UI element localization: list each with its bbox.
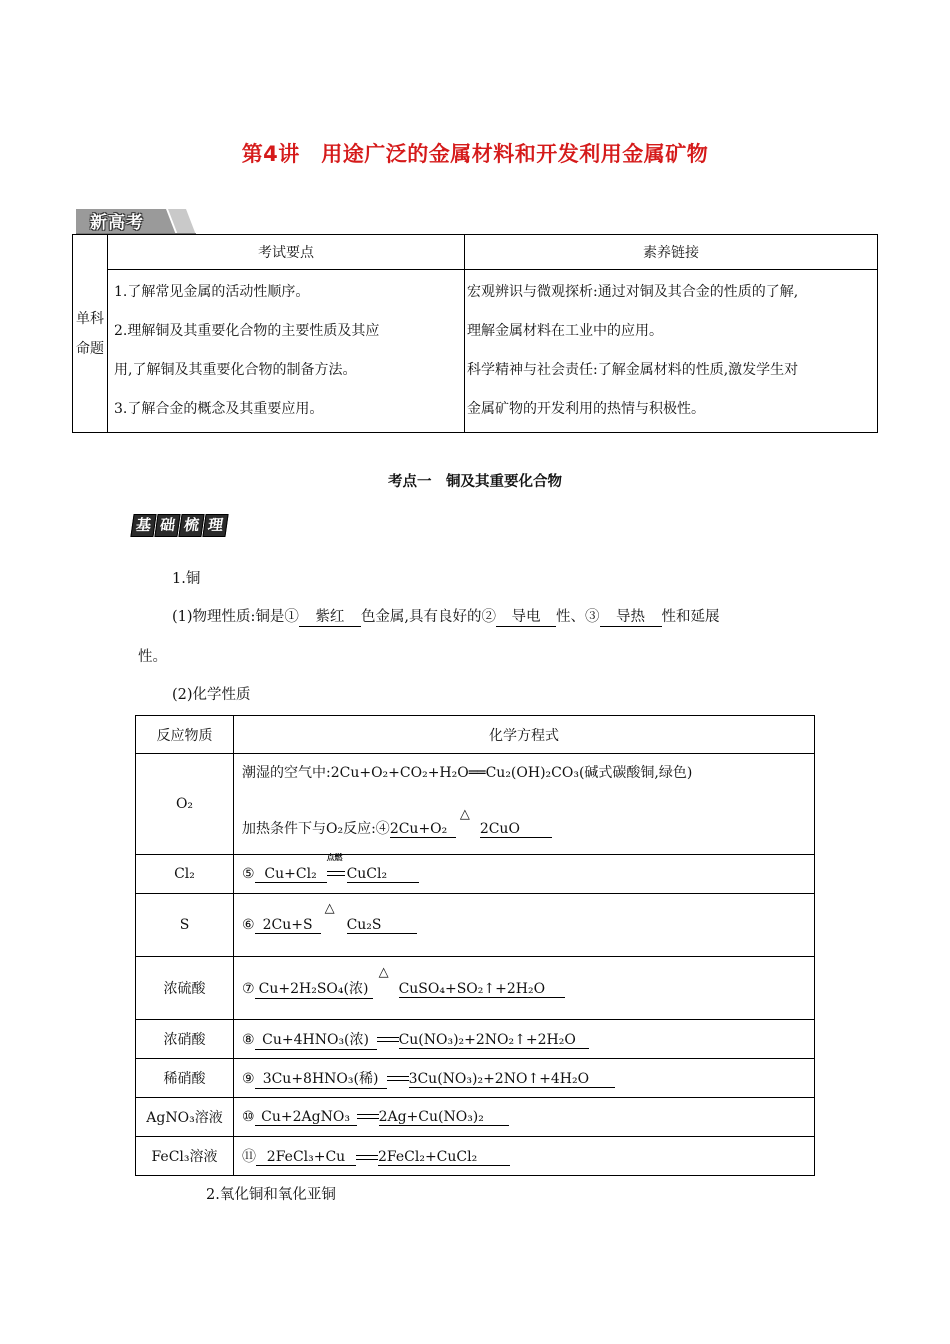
equation-heat-o2 bbox=[242, 807, 552, 838]
equation-conc-hno3 bbox=[234, 1020, 815, 1059]
exam-points-cell bbox=[108, 270, 465, 433]
literacy-links-cell bbox=[465, 270, 878, 433]
products: 2CuO bbox=[480, 821, 552, 838]
badge-char: 梳 bbox=[178, 514, 204, 537]
text: 加热条件下与O₂反应:④ bbox=[242, 821, 390, 837]
answer-1: 紫红 bbox=[299, 605, 361, 627]
badge-char: 础 bbox=[154, 514, 180, 537]
reactant-cl2: Cl₂ bbox=[136, 855, 234, 894]
equals-icon bbox=[327, 871, 345, 876]
equation-cl2 bbox=[234, 852, 815, 894]
reactants: 2FeCl₃+Cu bbox=[256, 1149, 356, 1166]
item-number: ⑧ bbox=[242, 1031, 255, 1048]
text: 性、③ bbox=[556, 609, 600, 625]
chemical-properties-heading: (2)化学性质 bbox=[172, 687, 251, 703]
products: CuCl₂ bbox=[347, 866, 419, 883]
side-label bbox=[73, 235, 108, 433]
page-title: 第4讲 用途广泛的金属材料和开发利用金属矿物 bbox=[241, 142, 709, 166]
header-literacy-links: 素养链接 bbox=[465, 235, 878, 270]
copper-reactions-table bbox=[135, 715, 815, 1176]
basics-badge bbox=[132, 514, 228, 540]
answer-2: 导电 bbox=[496, 605, 556, 627]
badge-char: 理 bbox=[202, 514, 228, 537]
equation-conc-h2so4 bbox=[234, 957, 815, 1020]
exam-point: 1.了解常见金属的活动性顺序。 bbox=[114, 284, 310, 300]
header-equation: 化学方程式 bbox=[234, 716, 815, 754]
physical-properties-end: 性。 bbox=[138, 649, 167, 665]
triangle-icon: △ bbox=[324, 900, 335, 916]
physical-properties bbox=[172, 605, 720, 627]
link-line: 科学精神与社会责任:了解金属材料的性质,激发学生对 bbox=[467, 362, 799, 378]
products: 2FeCl₂+CuCl₂ bbox=[378, 1149, 510, 1166]
exam-requirements-table bbox=[72, 234, 878, 433]
reactants: 2Cu+S bbox=[255, 917, 321, 934]
exam-point: 3.了解合金的概念及其重要应用。 bbox=[114, 401, 324, 417]
equals-icon bbox=[387, 1076, 409, 1081]
link-line: 理解金属材料在工业中的应用。 bbox=[467, 323, 663, 339]
equation-o2 bbox=[234, 754, 815, 855]
section-title: 考点一 铜及其重要化合物 bbox=[388, 474, 562, 490]
products: 3Cu(NO₃)₂+2NO↑+4H₂O bbox=[409, 1071, 615, 1088]
exam-point: 用,了解铜及其重要化合物的制备方法。 bbox=[114, 362, 357, 378]
item-number: ⑩ bbox=[242, 1108, 255, 1125]
header-reactant: 反应物质 bbox=[136, 716, 234, 754]
item-number: ⑦ bbox=[242, 980, 255, 997]
triangle-icon: △ bbox=[378, 964, 389, 980]
reactants: Cu+Cl₂ bbox=[255, 866, 327, 883]
badge-char: 基 bbox=[130, 514, 156, 537]
item-number: ⑪ bbox=[242, 1149, 256, 1165]
reactant-dilute-hno3: 稀硝酸 bbox=[136, 1059, 234, 1098]
products: 2Ag+Cu(NO₃)₂ bbox=[379, 1109, 509, 1126]
item-number: ⑨ bbox=[242, 1070, 255, 1087]
reactant-o2: O₂ bbox=[136, 754, 234, 855]
next-heading: 2.氧化铜和氧化亚铜 bbox=[206, 1187, 336, 1203]
reactant-fecl3: FeCl₃溶液 bbox=[136, 1137, 234, 1176]
equals-icon bbox=[377, 1037, 399, 1042]
reactant-conc-h2so4: 浓硫酸 bbox=[136, 957, 234, 1020]
reactants: 3Cu+8HNO₃(稀) bbox=[255, 1068, 387, 1089]
equation-s bbox=[234, 894, 815, 957]
products: Cu(NO₃)₂+2NO₂↑+2H₂O bbox=[399, 1032, 589, 1049]
reactants: Cu+2H₂SO₄(浓) bbox=[255, 978, 373, 999]
triangle-icon: △ bbox=[459, 807, 470, 822]
reactants: 2Cu+O₂ bbox=[390, 821, 456, 838]
text: (1)物理性质:铜是① bbox=[172, 609, 299, 625]
exam-point: 2.理解铜及其重要化合物的主要性质及其应 bbox=[114, 323, 380, 339]
equation-dilute-hno3 bbox=[234, 1059, 815, 1098]
text: 性和延展 bbox=[661, 609, 720, 625]
equation-agno3 bbox=[234, 1098, 815, 1137]
side-label-line2: 命题 bbox=[76, 340, 104, 357]
equals-icon bbox=[356, 1155, 378, 1160]
ignite-condition bbox=[326, 852, 347, 882]
text: 色金属,具有良好的② bbox=[360, 609, 497, 625]
link-line: 金属矿物的开发利用的热情与积极性。 bbox=[467, 401, 705, 417]
products: CuSO₄+SO₂↑+2H₂O bbox=[399, 981, 565, 998]
link-line: 宏观辨识与微观探析:通过对铜及其合金的性质的了解, bbox=[467, 284, 799, 300]
copper-heading: 1.铜 bbox=[172, 571, 201, 587]
badge-label: 新高考 bbox=[90, 213, 144, 233]
equation-moist-air: 潮湿的空气中:2Cu+O₂+CO₂+H₂O══Cu₂(OH)₂CO₃(碱式碳酸铜,绿色) bbox=[242, 765, 693, 781]
condition-label: 点燃 bbox=[326, 852, 343, 862]
reactant-agno3: AgNO₃溶液 bbox=[136, 1098, 234, 1137]
new-gaokao-badge bbox=[76, 205, 196, 235]
reactant-conc-hno3: 浓硝酸 bbox=[136, 1020, 234, 1059]
reactant-s: S bbox=[136, 894, 234, 957]
products: Cu₂S bbox=[347, 917, 417, 934]
item-number: ⑥ bbox=[242, 916, 255, 933]
item-number: ⑤ bbox=[242, 865, 255, 882]
reactants: Cu+2AgNO₃ bbox=[255, 1109, 357, 1126]
equation-fecl3 bbox=[234, 1137, 815, 1176]
reactants: Cu+4HNO₃(浓) bbox=[255, 1029, 377, 1050]
answer-3: 导热 bbox=[600, 605, 662, 627]
equals-icon bbox=[357, 1114, 379, 1119]
header-exam-points: 考试要点 bbox=[108, 235, 465, 270]
side-label-line1: 单科 bbox=[76, 310, 104, 327]
